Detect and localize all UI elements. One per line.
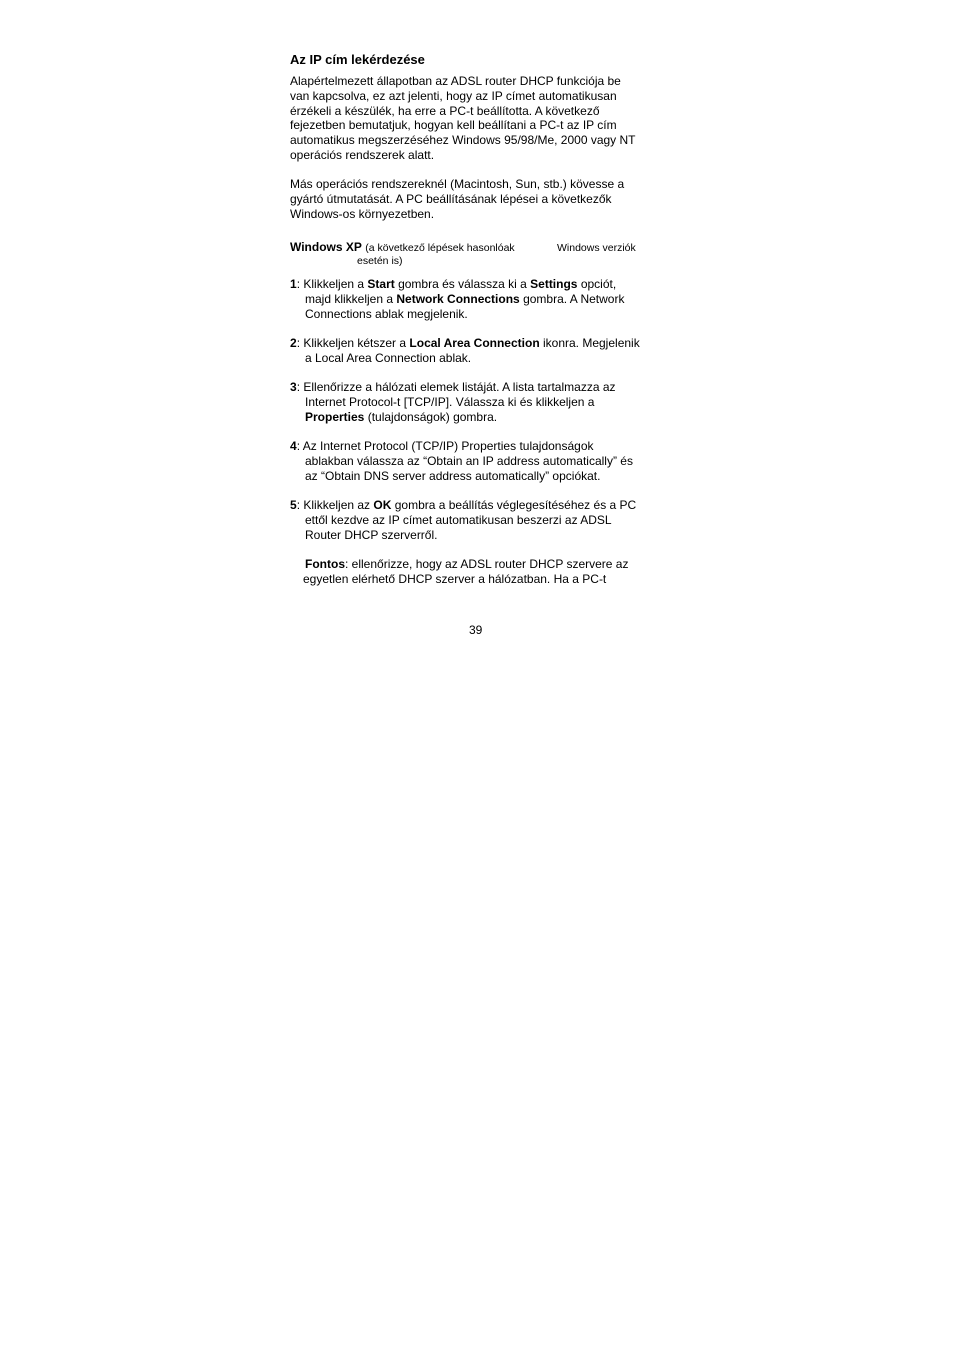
section-title: Az IP cím lekérdezése bbox=[290, 52, 425, 67]
step-line bbox=[290, 439, 675, 454]
step-number: 5 bbox=[290, 498, 297, 512]
important-label: Fontos bbox=[305, 557, 345, 571]
other-os-paragraph bbox=[290, 177, 675, 221]
step-text: : Ellenőrizze a hálózati elemek listáját. A lista tartalmazza az bbox=[296, 380, 616, 394]
step-text: ablakban válassza az “Obtain an IP address automatically” és bbox=[305, 454, 633, 468]
step-text: a Local Area Connection ablak. bbox=[305, 351, 472, 365]
intro-line: fejezetben bemutatjuk, hogyan kell beállítani a PC-t az IP cím bbox=[290, 118, 617, 133]
step-text: : Az Internet Protocol (TCP/IP) Properties tulajdonságok bbox=[296, 439, 594, 453]
step-text: gombra a beállítás véglegesítéséhez és a PC bbox=[391, 498, 637, 512]
intro-line: van kapcsolva, ez azt jelenti, hogy az IP címet automatikusan bbox=[290, 88, 617, 103]
step-text: Connections ablak megjelenik. bbox=[305, 307, 468, 321]
step-text: ettől kezdve az IP címet automatikusan beszerzi az ADSL bbox=[305, 513, 612, 527]
important-line-1 bbox=[303, 557, 675, 572]
windows-xp-note-continued: Windows verziók bbox=[557, 242, 636, 254]
other-os-line: Más operációs rendszereknél (Macintosh, Sun, stb.) kövesse a bbox=[290, 177, 625, 191]
important-note bbox=[303, 557, 675, 587]
step-number: 3 bbox=[290, 380, 297, 394]
step-number: 1 bbox=[290, 277, 297, 291]
step-emphasis: Properties bbox=[305, 410, 365, 424]
important-text: : ellenőrizze, hogy az ADSL router DHCP szervere az bbox=[345, 557, 629, 571]
intro-line: automatikus megszerzéséhez Windows 95/98/Me, 2000 vagy NT bbox=[290, 133, 636, 148]
step-line bbox=[290, 380, 675, 395]
windows-xp-note: (a következő lépések hasonlóak bbox=[365, 242, 515, 254]
step-text: (tulajdonságok) gombra. bbox=[364, 410, 498, 424]
step-text: majd klikkeljen a bbox=[305, 292, 397, 306]
step-text: : Klikkeljen az bbox=[296, 498, 374, 512]
step-line bbox=[290, 336, 675, 351]
step-line bbox=[290, 307, 675, 322]
intro-line: érzékeli a készülék, ha erre a PC-t beállította. A következő bbox=[290, 103, 600, 118]
step-line bbox=[290, 454, 675, 469]
step-emphasis: Network Connections bbox=[396, 292, 520, 306]
step-line bbox=[290, 351, 675, 366]
page-number: 39 bbox=[469, 623, 483, 637]
step-4 bbox=[290, 439, 675, 484]
step-5 bbox=[290, 498, 675, 543]
step-text: Internet Protocol-t [TCP/IP]. Válassza ki és klikkeljen a bbox=[305, 395, 595, 409]
step-text: gombra és válassza ki a bbox=[394, 277, 531, 291]
other-os-line: gyártó útmutatását. A PC beállításának lépései a következők bbox=[290, 191, 612, 206]
step-line bbox=[290, 410, 675, 425]
step-text: ikonra. Megjelenik bbox=[539, 336, 640, 350]
step-emphasis: Settings bbox=[530, 277, 578, 291]
windows-xp-note-end: esetén is) bbox=[357, 255, 403, 267]
step-number: 2 bbox=[290, 336, 297, 350]
important-line-2: egyetlen elérhető DHCP szerver a hálózatban. Ha a PC-t bbox=[303, 572, 607, 586]
step-1 bbox=[290, 277, 675, 322]
windows-xp-label: Windows XP bbox=[290, 240, 362, 254]
step-text: : Klikkeljen a bbox=[296, 277, 368, 291]
step-text: Router DHCP szerverről. bbox=[305, 528, 438, 542]
step-text: gombra. A Network bbox=[519, 292, 625, 306]
step-line bbox=[290, 513, 675, 528]
step-text: opciót, bbox=[577, 277, 617, 291]
intro-paragraph bbox=[290, 74, 675, 163]
step-line bbox=[290, 498, 675, 513]
step-3 bbox=[290, 380, 675, 425]
step-emphasis: Start bbox=[367, 277, 395, 291]
step-text: az “Obtain DNS server address automatically” opciókat. bbox=[305, 469, 601, 483]
step-number: 4 bbox=[290, 439, 297, 453]
step-line bbox=[290, 292, 675, 307]
intro-line: operációs rendszerek alatt. bbox=[290, 147, 435, 162]
other-os-line: Windows-os környezetben. bbox=[290, 206, 435, 221]
step-line bbox=[290, 395, 675, 410]
intro-line: Alapértelmezett állapotban az ADSL router DHCP funkciója be bbox=[290, 74, 621, 88]
step-line bbox=[290, 277, 675, 292]
step-2 bbox=[290, 336, 675, 366]
step-line bbox=[290, 469, 675, 484]
step-emphasis: OK bbox=[373, 498, 392, 512]
step-emphasis: Local Area Connection bbox=[409, 336, 540, 350]
step-line bbox=[290, 528, 675, 543]
step-text: : Klikkeljen kétszer a bbox=[296, 336, 410, 350]
